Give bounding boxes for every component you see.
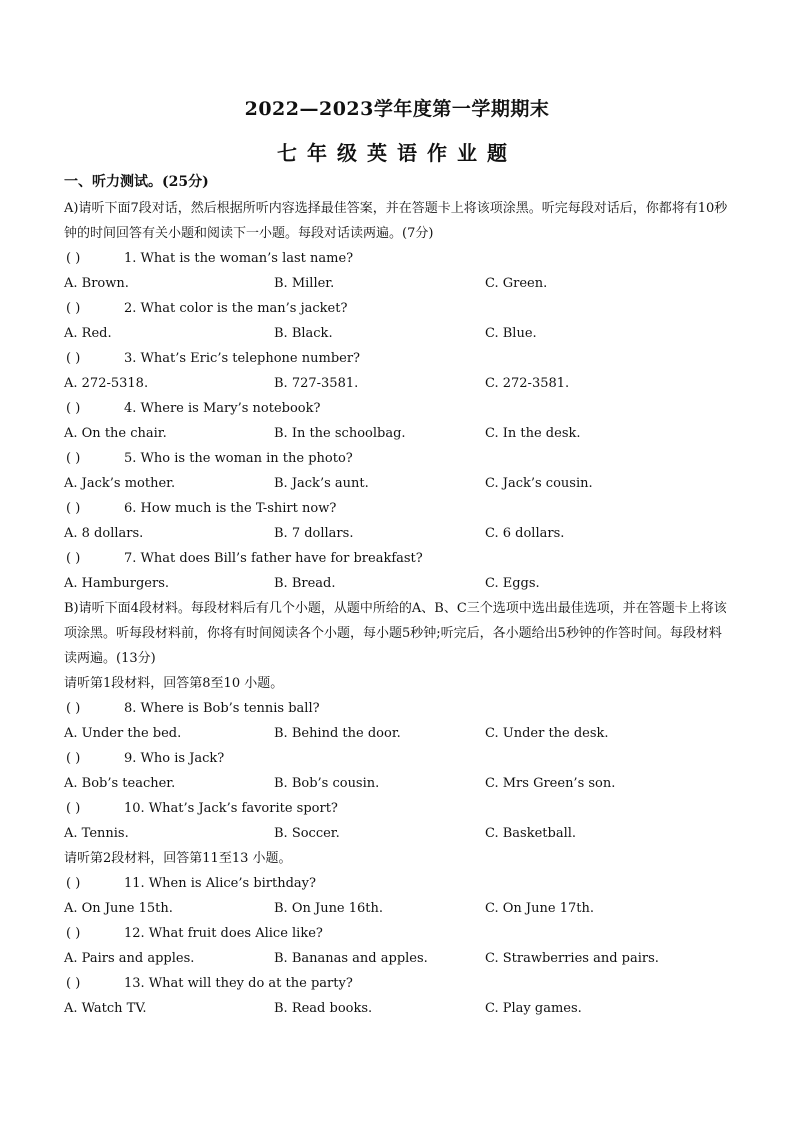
material-2-questions: [64, 871, 734, 1021]
option-c[interactable]: C. Eggs.: [485, 576, 540, 591]
option-b[interactable]: B. 727-3581.: [274, 376, 359, 391]
options-row: [64, 771, 734, 796]
part-b-instructions: B)请听下面4段材料。每段材料后有几个小题，从题中所给的A、B、C三个选项中选出最佳选项，并在答题卡上将该项涂黑。听每段材料前，你将有时间阅读各个小题，每小题5秒钟;听完后，各小题给出5秒钟的作答时间。每段材料读两遍。(13分): [64, 601, 727, 666]
question-4: [64, 396, 734, 421]
option-a[interactable]: A. 8 dollars.: [64, 526, 144, 541]
option-c[interactable]: C. 6 dollars.: [485, 526, 565, 541]
material-1-intro: 请听第1段材料，回答第8至10 小题。: [64, 676, 284, 691]
section-heading-listening: 一、听力测试。(25分): [64, 174, 209, 190]
question-9: [64, 746, 734, 771]
question-6: [64, 496, 734, 521]
options-row: [64, 996, 734, 1021]
option-c[interactable]: C. Jack’s cousin.: [485, 476, 593, 491]
option-c[interactable]: C. In the desk.: [485, 426, 581, 441]
option-c[interactable]: C. Mrs Green’s son.: [485, 776, 616, 791]
answer-blank[interactable]: ( ): [66, 501, 81, 516]
option-c[interactable]: C. Play games.: [485, 1001, 582, 1016]
option-a[interactable]: A. Red.: [64, 326, 112, 341]
question-11: [64, 871, 734, 896]
exam-content: [64, 171, 734, 1021]
option-a[interactable]: A. Tennis.: [64, 826, 129, 841]
option-a[interactable]: A. 272-5318.: [64, 376, 149, 391]
option-b[interactable]: B. 7 dollars.: [274, 526, 354, 541]
question-text: 1. What is the woman’s last name?: [124, 251, 354, 266]
options-row: [64, 721, 734, 746]
question-3: [64, 346, 734, 371]
material-2-intro: 请听第2段材料，回答第11至13 小题。: [64, 851, 292, 866]
option-a[interactable]: A. Bob’s teacher.: [64, 776, 176, 791]
option-b[interactable]: B. Bread.: [274, 576, 336, 591]
option-b[interactable]: B. Black.: [274, 326, 333, 341]
options-row: [64, 946, 734, 971]
question-1: [64, 246, 734, 271]
option-c[interactable]: C. On June 17th.: [485, 901, 594, 916]
options-row: [64, 371, 734, 396]
answer-blank[interactable]: ( ): [66, 701, 81, 716]
question-text: 13. What will they do at the party?: [124, 976, 353, 991]
option-b[interactable]: B. Soccer.: [274, 826, 340, 841]
options-row: [64, 271, 734, 296]
option-b[interactable]: B. In the schoolbag.: [274, 426, 406, 441]
option-a[interactable]: A. Brown.: [64, 276, 129, 291]
answer-blank[interactable]: ( ): [66, 401, 81, 416]
options-row: [64, 321, 734, 346]
answer-blank[interactable]: ( ): [66, 551, 81, 566]
option-c[interactable]: C. Green.: [485, 276, 548, 291]
options-row: [64, 821, 734, 846]
exam-title: 2022—2023学年度第一学期期末: [244, 98, 550, 120]
option-a[interactable]: A. On the chair.: [64, 426, 167, 441]
option-b[interactable]: B. Jack’s aunt.: [274, 476, 369, 491]
answer-blank[interactable]: ( ): [66, 926, 81, 941]
answer-blank[interactable]: ( ): [66, 976, 81, 991]
options-row: [64, 421, 734, 446]
options-row: [64, 896, 734, 921]
question-text: 10. What’s Jack’s favorite sport?: [124, 801, 338, 816]
material-1-questions: [64, 696, 734, 846]
question-text: 3. What’s Eric’s telephone number?: [124, 351, 361, 366]
option-b[interactable]: B. Behind the door.: [274, 726, 401, 741]
part-a-questions: [64, 246, 734, 596]
question-text: 2. What color is the man’s jacket?: [124, 301, 348, 316]
answer-blank[interactable]: ( ): [66, 251, 81, 266]
question-text: 11. When is Alice’s birthday?: [124, 876, 316, 891]
options-row: [64, 471, 734, 496]
question-text: 4. Where is Mary’s notebook?: [124, 401, 321, 416]
option-a[interactable]: A. On June 15th.: [64, 901, 173, 916]
option-a[interactable]: A. Under the bed.: [64, 726, 182, 741]
answer-blank[interactable]: ( ): [66, 451, 81, 466]
question-12: [64, 921, 734, 946]
option-b[interactable]: B. Read books.: [274, 1001, 373, 1016]
option-a[interactable]: A. Hamburgers.: [64, 576, 170, 591]
question-13: [64, 971, 734, 996]
exam-subtitle: 七年级英语作业题: [277, 141, 517, 165]
question-text: 9. Who is Jack?: [124, 751, 225, 766]
option-b[interactable]: B. Bob’s cousin.: [274, 776, 380, 791]
answer-blank[interactable]: ( ): [66, 351, 81, 366]
answer-blank[interactable]: ( ): [66, 301, 81, 316]
option-c[interactable]: C. Strawberries and pairs.: [485, 951, 659, 966]
option-a[interactable]: A. Watch TV.: [64, 1001, 147, 1016]
question-5: [64, 446, 734, 471]
question-text: 6. How much is the T-shirt now?: [124, 501, 337, 516]
options-row: [64, 571, 734, 596]
option-b[interactable]: B. Bananas and apples.: [274, 951, 428, 966]
question-text: 5. Who is the woman in the photo?: [124, 451, 353, 466]
option-a[interactable]: A. Jack’s mother.: [64, 476, 176, 491]
option-c[interactable]: C. Under the desk.: [485, 726, 609, 741]
answer-blank[interactable]: ( ): [66, 751, 81, 766]
question-7: [64, 546, 734, 571]
part-a-instructions: A)请听下面7段对话，然后根据所听内容选择最佳答案，并在答题卡上将该项涂黑。听完每段对话后，你都将有10秒钟的时间回答有关小题和阅读下一小题。每段对话读两遍。(7分): [64, 201, 728, 241]
question-2: [64, 296, 734, 321]
option-c[interactable]: C. Blue.: [485, 326, 537, 341]
question-8: [64, 696, 734, 721]
option-c[interactable]: C. 272-3581.: [485, 376, 570, 391]
question-text: 12. What fruit does Alice like?: [124, 926, 323, 941]
option-b[interactable]: B. On June 16th.: [274, 901, 384, 916]
answer-blank[interactable]: ( ): [66, 876, 81, 891]
option-c[interactable]: C. Basketball.: [485, 826, 577, 841]
option-a[interactable]: A. Pairs and apples.: [64, 951, 195, 966]
question-text: 8. Where is Bob’s tennis ball?: [124, 701, 320, 716]
answer-blank[interactable]: ( ): [66, 801, 81, 816]
options-row: [64, 521, 734, 546]
question-text: 7. What does Bill’s father have for breakfast?: [124, 551, 423, 566]
option-b[interactable]: B. Miller.: [274, 276, 335, 291]
question-10: [64, 796, 734, 821]
